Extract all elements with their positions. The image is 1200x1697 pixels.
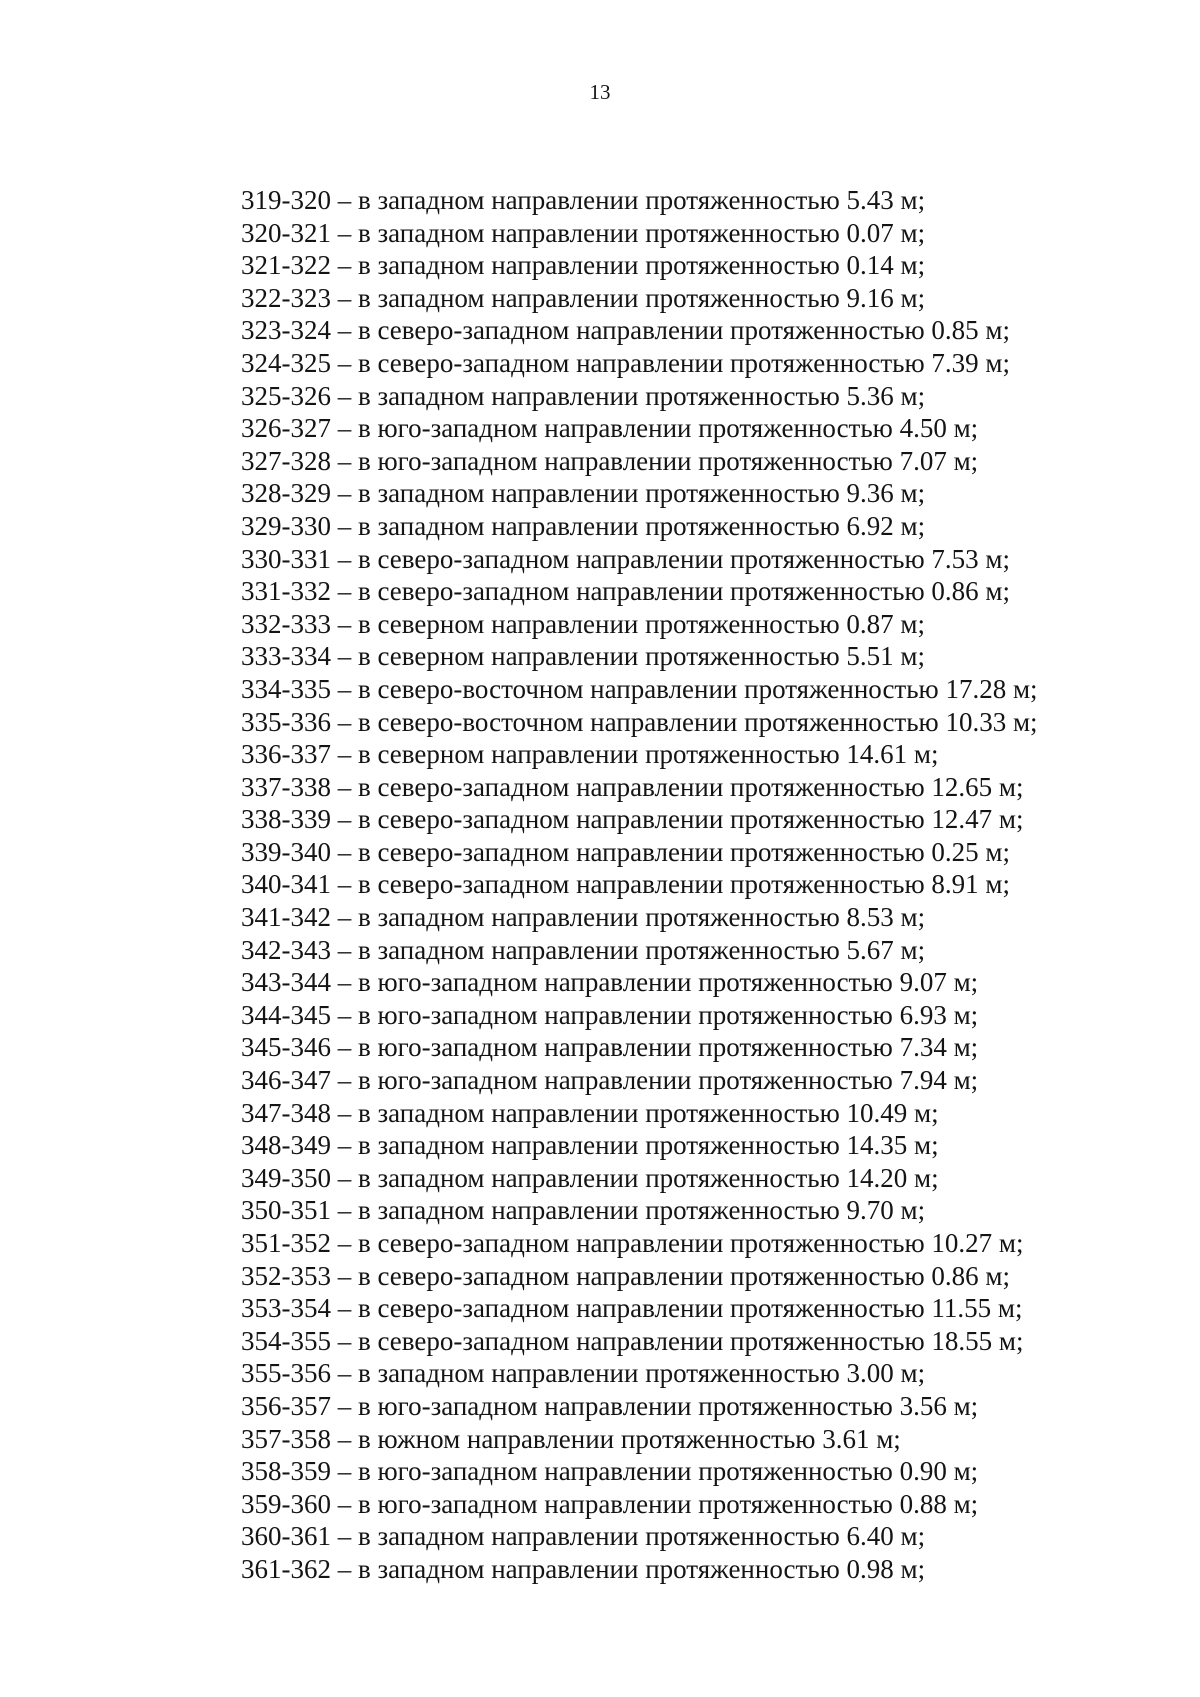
segment-description: – в северо-западном направлении протяженностью 10.27 м; bbox=[331, 1228, 1024, 1258]
boundary-line bbox=[241, 673, 1141, 706]
segment-description: – в юго-западном направлении протяженностью 9.07 м; bbox=[331, 967, 979, 998]
segment-id: 329-330 bbox=[241, 510, 331, 541]
segment-id: 351-352 bbox=[241, 1228, 331, 1258]
segment-id: 325-326 bbox=[241, 380, 331, 411]
boundary-line bbox=[241, 1455, 1141, 1488]
boundary-line bbox=[241, 282, 1141, 315]
segment-description: – в северо-западном направлении протяженностью 0.86 м; bbox=[331, 576, 1010, 607]
boundary-line bbox=[241, 1423, 1141, 1456]
segment-description: – в северном направлении протяженностью 0.87 м; bbox=[331, 608, 926, 639]
boundary-line bbox=[241, 999, 1141, 1032]
segment-description: – в западном направлении протяженностью 14.20 м; bbox=[331, 1162, 939, 1193]
segment-description: – в северо-западном направлении протяженностью 7.53 м; bbox=[331, 543, 1010, 574]
segment-id: 339-340 bbox=[241, 836, 331, 867]
boundary-line bbox=[241, 1292, 1141, 1325]
segment-description: – в юго-западном направлении протяженностью 6.93 м; bbox=[331, 999, 979, 1030]
boundary-line bbox=[241, 1390, 1141, 1423]
segment-description: – в западном направлении протяженностью 9.36 м; bbox=[331, 478, 926, 509]
boundary-line bbox=[241, 1520, 1141, 1553]
segment-description: – в северо-восточном направлении протяженностью 10.33 м; bbox=[331, 706, 1038, 737]
segment-id: 319-320 bbox=[241, 185, 331, 215]
segment-description: – в западном направлении протяженностью 0.98 м; bbox=[331, 1553, 926, 1584]
segment-description: – в западном направлении протяженностью 14.35 м; bbox=[331, 1130, 939, 1161]
boundary-line bbox=[241, 966, 1141, 999]
boundary-line bbox=[241, 510, 1141, 543]
segment-description: – в северо-западном направлении протяженностью 18.55 м; bbox=[331, 1325, 1024, 1356]
segment-id: 323-324 bbox=[241, 315, 331, 346]
segment-description: – в юго-западном направлении протяженностью 0.90 м; bbox=[331, 1456, 979, 1487]
boundary-line bbox=[241, 1097, 1141, 1130]
boundary-line bbox=[241, 1488, 1141, 1521]
segment-id: 331-332 bbox=[241, 576, 331, 607]
boundary-line bbox=[241, 1227, 1141, 1260]
boundary-line bbox=[241, 1325, 1141, 1358]
boundary-line bbox=[241, 184, 1141, 217]
segment-id: 340-341 bbox=[241, 869, 331, 900]
boundary-line bbox=[241, 771, 1141, 804]
boundary-line bbox=[241, 640, 1141, 673]
segment-description: – в западном направлении протяженностью 5.43 м; bbox=[331, 185, 926, 215]
segment-id: 332-333 bbox=[241, 608, 331, 639]
segment-id: 353-354 bbox=[241, 1293, 331, 1324]
segment-id: 348-349 bbox=[241, 1130, 331, 1161]
segment-description: – в северо-западном направлении протяженностью 11.55 м; bbox=[331, 1293, 1023, 1324]
segment-id: 355-356 bbox=[241, 1358, 331, 1389]
boundary-line bbox=[241, 347, 1141, 380]
segment-id: 347-348 bbox=[241, 1097, 331, 1128]
segment-id: 320-321 bbox=[241, 217, 331, 248]
boundary-line bbox=[241, 706, 1141, 739]
segment-description: – в юго-западном направлении протяженностью 7.07 м; bbox=[331, 445, 979, 476]
segment-id: 352-353 bbox=[241, 1260, 331, 1291]
segment-description: – в юго-западном направлении протяженностью 4.50 м; bbox=[331, 413, 979, 444]
boundary-line bbox=[241, 1064, 1141, 1097]
boundary-description-list bbox=[241, 184, 1141, 1586]
segment-id: 357-358 bbox=[241, 1423, 331, 1454]
boundary-line bbox=[241, 477, 1141, 510]
segment-id: 324-325 bbox=[241, 347, 331, 378]
segment-description: – в северо-восточном направлении протяженностью 17.28 м; bbox=[331, 673, 1038, 704]
segment-description: – в западном направлении протяженностью 3.00 м; bbox=[331, 1358, 926, 1389]
segment-id: 333-334 bbox=[241, 641, 331, 672]
segment-id: 344-345 bbox=[241, 999, 331, 1030]
segment-id: 360-361 bbox=[241, 1521, 331, 1552]
segment-description: – в западном направлении протяженностью 6.40 м; bbox=[331, 1521, 926, 1552]
boundary-line bbox=[241, 445, 1141, 478]
boundary-line bbox=[241, 1031, 1141, 1064]
boundary-line bbox=[241, 934, 1141, 967]
boundary-line bbox=[241, 1129, 1141, 1162]
boundary-line bbox=[241, 1162, 1141, 1195]
segment-id: 337-338 bbox=[241, 771, 331, 802]
page-number: 13 bbox=[589, 80, 611, 104]
segment-description: – в юго-западном направлении протяженностью 7.94 м; bbox=[331, 1065, 979, 1096]
boundary-line bbox=[241, 412, 1141, 445]
segment-id: 341-342 bbox=[241, 902, 331, 933]
segment-description: – в юго-западном направлении протяженностью 3.56 м; bbox=[331, 1390, 979, 1421]
segment-id: 328-329 bbox=[241, 478, 331, 509]
boundary-line bbox=[241, 1553, 1141, 1586]
segment-id: 326-327 bbox=[241, 413, 331, 444]
segment-id: 345-346 bbox=[241, 1032, 331, 1063]
segment-id: 334-335 bbox=[241, 673, 331, 704]
segment-description: – в северо-западном направлении протяженностью 0.85 м; bbox=[331, 315, 1010, 346]
boundary-line bbox=[241, 738, 1141, 771]
segment-description: – в западном направлении протяженностью 0.07 м; bbox=[331, 217, 926, 248]
segment-description: – в северо-западном направлении протяженностью 12.47 м; bbox=[331, 804, 1024, 835]
boundary-line bbox=[241, 543, 1141, 576]
segment-id: 361-362 bbox=[241, 1553, 331, 1584]
segment-description: – в западном направлении протяженностью 5.36 м; bbox=[331, 380, 926, 411]
boundary-line bbox=[241, 868, 1141, 901]
segment-description: – в северо-западном направлении протяженностью 8.91 м; bbox=[331, 869, 1010, 900]
boundary-line bbox=[241, 803, 1141, 836]
segment-description: – в северо-западном направлении протяженностью 7.39 м; bbox=[331, 347, 1010, 378]
segment-description: – в северо-западном направлении протяженностью 12.65 м; bbox=[331, 771, 1024, 802]
segment-id: 321-322 bbox=[241, 250, 331, 281]
segment-description: – в западном направлении протяженностью 9.70 м; bbox=[331, 1195, 926, 1226]
boundary-line bbox=[241, 1194, 1141, 1227]
segment-id: 349-350 bbox=[241, 1162, 331, 1193]
segment-description: – в западном направлении протяженностью 0.14 м; bbox=[331, 250, 926, 281]
segment-description: – в западном направлении протяженностью 10.49 м; bbox=[331, 1097, 939, 1128]
segment-id: 327-328 bbox=[241, 445, 331, 476]
boundary-line bbox=[241, 380, 1141, 413]
segment-description: – в западном направлении протяженностью 9.16 м; bbox=[331, 282, 926, 313]
segment-id: 354-355 bbox=[241, 1325, 331, 1356]
segment-id: 359-360 bbox=[241, 1488, 331, 1519]
segment-id: 342-343 bbox=[241, 934, 331, 965]
segment-description: – в юго-западном направлении протяженностью 7.34 м; bbox=[331, 1032, 979, 1063]
segment-description: – в западном направлении протяженностью 6.92 м; bbox=[331, 510, 926, 541]
segment-id: 358-359 bbox=[241, 1456, 331, 1487]
segment-id: 356-357 bbox=[241, 1390, 331, 1421]
boundary-line bbox=[241, 1260, 1141, 1293]
segment-description: – в южном направлении протяженностью 3.61 м; bbox=[331, 1423, 901, 1454]
boundary-line bbox=[241, 901, 1141, 934]
boundary-line bbox=[241, 249, 1141, 282]
segment-id: 343-344 bbox=[241, 967, 331, 998]
segment-id: 330-331 bbox=[241, 543, 331, 574]
segment-id: 322-323 bbox=[241, 282, 331, 313]
boundary-line bbox=[241, 608, 1141, 641]
segment-description: – в западном направлении протяженностью 5.67 м; bbox=[331, 934, 926, 965]
segment-id: 335-336 bbox=[241, 706, 331, 737]
segment-description: – в западном направлении протяженностью 8.53 м; bbox=[331, 902, 926, 933]
boundary-line bbox=[241, 836, 1141, 869]
boundary-line bbox=[241, 1357, 1141, 1390]
segment-description: – в северо-западном направлении протяженностью 0.86 м; bbox=[331, 1260, 1010, 1291]
segment-description: – в юго-западном направлении протяженностью 0.88 м; bbox=[331, 1488, 979, 1519]
segment-description: – в северном направлении протяженностью 5.51 м; bbox=[331, 641, 926, 672]
segment-id: 336-337 bbox=[241, 739, 331, 770]
segment-description: – в северо-западном направлении протяженностью 0.25 м; bbox=[331, 836, 1010, 867]
segment-description: – в северном направлении протяженностью 14.61 м; bbox=[331, 739, 939, 770]
segment-id: 338-339 bbox=[241, 804, 331, 835]
segment-id: 350-351 bbox=[241, 1195, 331, 1226]
boundary-line bbox=[241, 314, 1141, 347]
boundary-line bbox=[241, 217, 1141, 250]
segment-id: 346-347 bbox=[241, 1065, 331, 1096]
boundary-line bbox=[241, 575, 1141, 608]
